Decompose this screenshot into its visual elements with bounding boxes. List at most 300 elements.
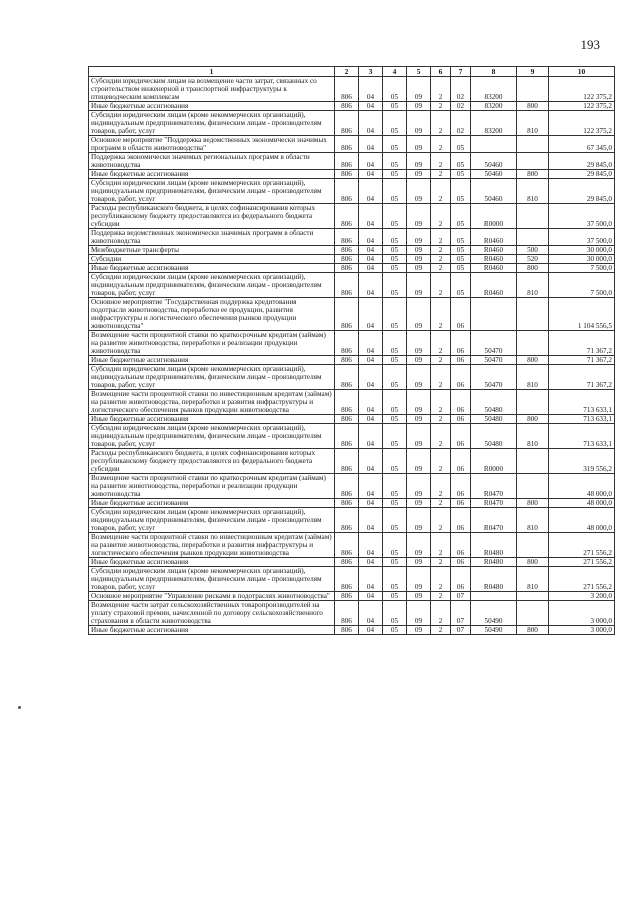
row-code-c6: 2 bbox=[431, 449, 451, 474]
row-code-c2: 806 bbox=[335, 255, 359, 264]
row-code-c5: 09 bbox=[407, 331, 431, 356]
row-code-c7: 05 bbox=[451, 204, 471, 229]
row-name: Субсидии юридическим лицам (кроме некоммерческих организаций), индивидуальным предпринимателям, физическим лицам - производителям товаров, работ, услуг bbox=[89, 424, 335, 449]
row-code-c4: 05 bbox=[383, 111, 407, 136]
row-amount: 271 556,2 bbox=[549, 533, 615, 558]
row-code-c6: 2 bbox=[431, 246, 451, 255]
row-code-c5: 09 bbox=[407, 246, 431, 255]
row-code-c6: 2 bbox=[431, 298, 451, 331]
row-code-c9 bbox=[517, 533, 549, 558]
page-number: 193 bbox=[580, 37, 600, 52]
row-code-c7: 05 bbox=[451, 229, 471, 246]
row-code-c6: 2 bbox=[431, 331, 451, 356]
header-row bbox=[89, 67, 615, 77]
row-code-c8 bbox=[471, 592, 517, 601]
row-code-c3: 04 bbox=[359, 273, 383, 298]
row-code-c9: 810 bbox=[517, 273, 549, 298]
row-code-c2: 806 bbox=[335, 170, 359, 179]
table-row bbox=[89, 229, 615, 246]
row-code-c4: 05 bbox=[383, 567, 407, 592]
row-code-c8: 50480 bbox=[471, 390, 517, 415]
row-code-c9: 800 bbox=[517, 170, 549, 179]
row-code-c3: 04 bbox=[359, 77, 383, 102]
row-code-c5: 09 bbox=[407, 111, 431, 136]
row-code-c5: 09 bbox=[407, 273, 431, 298]
row-code-c7: 05 bbox=[451, 136, 471, 153]
row-code-c2: 806 bbox=[335, 567, 359, 592]
row-code-c6: 2 bbox=[431, 390, 451, 415]
row-code-c7: 06 bbox=[451, 533, 471, 558]
row-code-c4: 05 bbox=[383, 474, 407, 499]
table-row bbox=[89, 415, 615, 424]
table-row bbox=[89, 390, 615, 415]
row-amount: 271 556,2 bbox=[549, 567, 615, 592]
table-row bbox=[89, 449, 615, 474]
row-code-c9 bbox=[517, 229, 549, 246]
row-code-c7: 06 bbox=[451, 356, 471, 365]
row-code-c8: 50470 bbox=[471, 365, 517, 390]
row-amount: 29 845,0 bbox=[549, 179, 615, 204]
row-code-c7: 02 bbox=[451, 77, 471, 102]
row-code-c9 bbox=[517, 592, 549, 601]
row-code-c7: 06 bbox=[451, 449, 471, 474]
row-name: Иные бюджетные ассигнования bbox=[89, 499, 335, 508]
row-code-c8: R0470 bbox=[471, 508, 517, 533]
row-code-c5: 09 bbox=[407, 255, 431, 264]
row-code-c3: 04 bbox=[359, 153, 383, 170]
row-code-c8: R0460 bbox=[471, 246, 517, 255]
row-code-c2: 806 bbox=[335, 204, 359, 229]
column-header: 8 bbox=[471, 67, 517, 77]
row-code-c3: 04 bbox=[359, 474, 383, 499]
row-name: Иные бюджетные ассигнования bbox=[89, 558, 335, 567]
row-name: Межбюджетные трансферты bbox=[89, 246, 335, 255]
row-amount: 48 000,0 bbox=[549, 499, 615, 508]
row-code-c6: 2 bbox=[431, 365, 451, 390]
row-amount: 71 367,2 bbox=[549, 356, 615, 365]
row-amount: 30 000,0 bbox=[549, 246, 615, 255]
row-code-c9: 810 bbox=[517, 424, 549, 449]
row-code-c5: 09 bbox=[407, 179, 431, 204]
row-code-c5: 09 bbox=[407, 298, 431, 331]
row-amount: 271 556,2 bbox=[549, 558, 615, 567]
row-code-c8: 50460 bbox=[471, 153, 517, 170]
row-amount: 122 375,2 bbox=[549, 77, 615, 102]
row-code-c8: 50470 bbox=[471, 356, 517, 365]
row-code-c7: 06 bbox=[451, 365, 471, 390]
row-code-c7: 06 bbox=[451, 558, 471, 567]
row-code-c4: 05 bbox=[383, 499, 407, 508]
row-code-c7: 05 bbox=[451, 153, 471, 170]
row-code-c2: 806 bbox=[335, 449, 359, 474]
row-code-c6: 2 bbox=[431, 356, 451, 365]
row-code-c6: 2 bbox=[431, 170, 451, 179]
row-code-c6: 2 bbox=[431, 273, 451, 298]
row-code-c8: R0480 bbox=[471, 567, 517, 592]
row-amount: 29 845,0 bbox=[549, 153, 615, 170]
row-code-c9 bbox=[517, 601, 549, 626]
row-code-c9: 500 bbox=[517, 246, 549, 255]
row-code-c3: 04 bbox=[359, 170, 383, 179]
row-name: Иные бюджетные ассигнования bbox=[89, 170, 335, 179]
row-code-c2: 806 bbox=[335, 558, 359, 567]
row-code-c3: 04 bbox=[359, 533, 383, 558]
row-code-c2: 806 bbox=[335, 246, 359, 255]
table-row bbox=[89, 136, 615, 153]
table-row bbox=[89, 298, 615, 331]
row-code-c8 bbox=[471, 136, 517, 153]
row-code-c6: 2 bbox=[431, 558, 451, 567]
scan-mark bbox=[18, 706, 21, 709]
row-code-c9: 800 bbox=[517, 558, 549, 567]
table-row bbox=[89, 474, 615, 499]
row-code-c5: 09 bbox=[407, 449, 431, 474]
row-code-c5: 09 bbox=[407, 77, 431, 102]
column-header: 3 bbox=[359, 67, 383, 77]
row-code-c8: R0460 bbox=[471, 264, 517, 273]
row-code-c2: 806 bbox=[335, 626, 359, 635]
row-code-c8: 50470 bbox=[471, 331, 517, 356]
row-amount: 319 556,2 bbox=[549, 449, 615, 474]
row-code-c6: 2 bbox=[431, 415, 451, 424]
column-header: 5 bbox=[407, 67, 431, 77]
row-code-c2: 806 bbox=[335, 424, 359, 449]
row-code-c2: 806 bbox=[335, 273, 359, 298]
row-code-c8: 50460 bbox=[471, 179, 517, 204]
row-code-c7: 02 bbox=[451, 102, 471, 111]
row-code-c3: 04 bbox=[359, 246, 383, 255]
table-row bbox=[89, 179, 615, 204]
row-code-c2: 806 bbox=[335, 508, 359, 533]
row-code-c6: 2 bbox=[431, 264, 451, 273]
row-name: Субсидии юридическим лицам (кроме некоммерческих организаций), индивидуальным предпринимателям, физическим лицам - производителям товаров, работ, услуг bbox=[89, 111, 335, 136]
row-name: Расходы республиканского бюджета, в целях софинансирования которых республиканскому бюджету предоставляются из федерального бюджета субсидии bbox=[89, 449, 335, 474]
row-code-c9 bbox=[517, 331, 549, 356]
row-amount: 48 000,0 bbox=[549, 508, 615, 533]
row-code-c5: 09 bbox=[407, 592, 431, 601]
row-code-c6: 2 bbox=[431, 626, 451, 635]
table-row bbox=[89, 558, 615, 567]
row-code-c5: 09 bbox=[407, 356, 431, 365]
row-code-c2: 806 bbox=[335, 136, 359, 153]
table-row bbox=[89, 499, 615, 508]
table-row bbox=[89, 601, 615, 626]
column-header: 4 bbox=[383, 67, 407, 77]
row-code-c3: 04 bbox=[359, 356, 383, 365]
row-code-c4: 05 bbox=[383, 246, 407, 255]
row-name: Возмещение части затрат сельскохозяйственных товаропроизводителей на уплату страховой премии, начисленной по договору сельскохозяйственного страхования в области животноводства bbox=[89, 601, 335, 626]
column-header: 10 bbox=[549, 67, 615, 77]
row-amount: 713 633,1 bbox=[549, 415, 615, 424]
row-code-c7: 06 bbox=[451, 508, 471, 533]
row-code-c5: 09 bbox=[407, 136, 431, 153]
row-code-c7: 06 bbox=[451, 298, 471, 331]
row-code-c3: 04 bbox=[359, 499, 383, 508]
row-code-c7: 07 bbox=[451, 592, 471, 601]
row-code-c7: 06 bbox=[451, 499, 471, 508]
table-row bbox=[89, 77, 615, 102]
row-name: Субсидии юридическим лицам (кроме некоммерческих организаций), индивидуальным предпринимателям, физическим лицам - производителям товаров, работ, услуг bbox=[89, 508, 335, 533]
row-amount: 713 633,1 bbox=[549, 424, 615, 449]
row-code-c9 bbox=[517, 474, 549, 499]
table-row bbox=[89, 533, 615, 558]
row-code-c2: 806 bbox=[335, 111, 359, 136]
row-code-c9: 800 bbox=[517, 264, 549, 273]
row-code-c8: 50490 bbox=[471, 626, 517, 635]
row-code-c6: 2 bbox=[431, 136, 451, 153]
row-code-c8: R0460 bbox=[471, 273, 517, 298]
row-code-c2: 806 bbox=[335, 390, 359, 415]
row-code-c2: 806 bbox=[335, 153, 359, 170]
row-name: Иные бюджетные ассигнования bbox=[89, 102, 335, 111]
row-code-c6: 2 bbox=[431, 179, 451, 204]
row-amount: 7 500,0 bbox=[549, 264, 615, 273]
row-name: Субсидии юридическим лицам (кроме некоммерческих организаций), индивидуальным предпринимателям, физическим лицам - производителям товаров, работ, услуг bbox=[89, 273, 335, 298]
row-amount: 713 633,1 bbox=[549, 390, 615, 415]
row-code-c7: 05 bbox=[451, 246, 471, 255]
row-code-c9 bbox=[517, 298, 549, 331]
table-row bbox=[89, 331, 615, 356]
row-code-c5: 09 bbox=[407, 204, 431, 229]
row-code-c8: 83200 bbox=[471, 111, 517, 136]
row-code-c5: 09 bbox=[407, 229, 431, 246]
row-code-c6: 2 bbox=[431, 601, 451, 626]
row-code-c8: R0460 bbox=[471, 255, 517, 264]
row-code-c5: 09 bbox=[407, 499, 431, 508]
row-amount: 37 500,0 bbox=[549, 229, 615, 246]
row-code-c5: 09 bbox=[407, 415, 431, 424]
row-code-c4: 05 bbox=[383, 331, 407, 356]
row-name: Субсидии юридическим лицам (кроме некоммерческих организаций), индивидуальным предпринимателям, физическим лицам - производителям товаров, работ, услуг bbox=[89, 567, 335, 592]
table-body bbox=[89, 77, 615, 635]
row-code-c5: 09 bbox=[407, 264, 431, 273]
row-code-c6: 2 bbox=[431, 102, 451, 111]
row-code-c3: 04 bbox=[359, 558, 383, 567]
row-code-c9: 800 bbox=[517, 626, 549, 635]
table-row bbox=[89, 626, 615, 635]
table-row bbox=[89, 592, 615, 601]
row-code-c4: 05 bbox=[383, 170, 407, 179]
row-code-c6: 2 bbox=[431, 229, 451, 246]
row-code-c6: 2 bbox=[431, 592, 451, 601]
budget-table bbox=[88, 66, 615, 635]
row-code-c3: 04 bbox=[359, 567, 383, 592]
column-header: 1 bbox=[89, 67, 335, 77]
row-code-c4: 05 bbox=[383, 626, 407, 635]
row-code-c3: 04 bbox=[359, 298, 383, 331]
row-name: Основное мероприятие "Государственная поддержка кредитования подотрасли животноводства, переработки ее продукции, развития инфраструктуры и логистического обеспечения рынков продукции животноводства" bbox=[89, 298, 335, 331]
row-code-c2: 806 bbox=[335, 179, 359, 204]
row-code-c5: 09 bbox=[407, 567, 431, 592]
row-code-c4: 05 bbox=[383, 390, 407, 415]
row-code-c4: 05 bbox=[383, 298, 407, 331]
row-code-c2: 806 bbox=[335, 592, 359, 601]
row-code-c4: 05 bbox=[383, 601, 407, 626]
row-code-c6: 2 bbox=[431, 567, 451, 592]
row-code-c8 bbox=[471, 298, 517, 331]
row-code-c5: 09 bbox=[407, 390, 431, 415]
row-code-c4: 05 bbox=[383, 365, 407, 390]
row-code-c5: 09 bbox=[407, 170, 431, 179]
row-code-c4: 05 bbox=[383, 229, 407, 246]
row-code-c3: 04 bbox=[359, 601, 383, 626]
table-row bbox=[89, 424, 615, 449]
row-code-c3: 04 bbox=[359, 179, 383, 204]
row-code-c5: 09 bbox=[407, 365, 431, 390]
row-code-c9 bbox=[517, 153, 549, 170]
row-code-c7: 07 bbox=[451, 601, 471, 626]
row-name: Субсидии юридическим лицам (кроме некоммерческих организаций), индивидуальным предпринимателям, физическим лицам - производителям товаров, работ, услуг bbox=[89, 365, 335, 390]
row-name: Субсидии юридическим лицам на возмещение части затрат, связанных со строительством инженерной и транспортной инфраструктуры к птицеводческим комплексам bbox=[89, 77, 335, 102]
row-name: Возмещение части процентной ставки по краткосрочным кредитам (займам) на развитие животноводства, переработки и реализации продукции животноводства bbox=[89, 331, 335, 356]
table-row bbox=[89, 508, 615, 533]
row-amount: 30 000,0 bbox=[549, 255, 615, 264]
row-code-c4: 05 bbox=[383, 255, 407, 264]
row-code-c7: 06 bbox=[451, 567, 471, 592]
row-code-c6: 2 bbox=[431, 499, 451, 508]
row-code-c5: 09 bbox=[407, 102, 431, 111]
row-code-c4: 05 bbox=[383, 508, 407, 533]
row-code-c3: 04 bbox=[359, 229, 383, 246]
table-row bbox=[89, 264, 615, 273]
row-amount: 3 000,0 bbox=[549, 626, 615, 635]
row-code-c7: 02 bbox=[451, 111, 471, 136]
row-code-c6: 2 bbox=[431, 255, 451, 264]
row-name: Поддержка экономически значимых региональных программ в области животноводства bbox=[89, 153, 335, 170]
row-code-c9: 800 bbox=[517, 356, 549, 365]
row-amount: 3 200,0 bbox=[549, 592, 615, 601]
row-code-c8: 50490 bbox=[471, 601, 517, 626]
row-name: Субсидии юридическим лицам (кроме некоммерческих организаций), индивидуальным предпринимателям, физическим лицам - производителям товаров, работ, услуг bbox=[89, 179, 335, 204]
row-code-c7: 06 bbox=[451, 474, 471, 499]
row-code-c6: 2 bbox=[431, 508, 451, 533]
row-code-c2: 806 bbox=[335, 356, 359, 365]
row-code-c7: 06 bbox=[451, 424, 471, 449]
row-code-c4: 05 bbox=[383, 449, 407, 474]
row-code-c5: 09 bbox=[407, 474, 431, 499]
row-code-c4: 05 bbox=[383, 273, 407, 298]
table-row bbox=[89, 567, 615, 592]
row-code-c2: 806 bbox=[335, 499, 359, 508]
row-code-c9: 810 bbox=[517, 111, 549, 136]
row-code-c7: 06 bbox=[451, 331, 471, 356]
row-code-c4: 05 bbox=[383, 415, 407, 424]
row-code-c5: 09 bbox=[407, 626, 431, 635]
row-code-c9: 810 bbox=[517, 508, 549, 533]
row-code-c4: 05 bbox=[383, 533, 407, 558]
row-code-c6: 2 bbox=[431, 111, 451, 136]
row-name: Иные бюджетные ассигнования bbox=[89, 356, 335, 365]
row-code-c2: 806 bbox=[335, 77, 359, 102]
row-code-c5: 09 bbox=[407, 601, 431, 626]
row-code-c3: 04 bbox=[359, 331, 383, 356]
row-code-c2: 806 bbox=[335, 229, 359, 246]
row-code-c4: 05 bbox=[383, 356, 407, 365]
table-row bbox=[89, 273, 615, 298]
row-name: Возмещение части процентной ставки по краткосрочным кредитам (займам) на развитие животноводства, переработки и реализации продукции животноводства bbox=[89, 474, 335, 499]
row-code-c9: 800 bbox=[517, 102, 549, 111]
row-code-c5: 09 bbox=[407, 533, 431, 558]
row-code-c9 bbox=[517, 449, 549, 474]
table-row bbox=[89, 204, 615, 229]
row-code-c7: 05 bbox=[451, 273, 471, 298]
row-code-c3: 04 bbox=[359, 449, 383, 474]
row-code-c2: 806 bbox=[335, 474, 359, 499]
row-name: Возмещение части процентной ставки по инвестиционным кредитам (займам) на развитие животноводства, переработки и развития инфраструктуры и логистического обеспечения рынков продукции животноводства bbox=[89, 533, 335, 558]
table-row bbox=[89, 365, 615, 390]
row-name: Основное мероприятие "Поддержка ведомственных экономически значимых программ в области животноводства" bbox=[89, 136, 335, 153]
row-amount: 67 345,0 bbox=[549, 136, 615, 153]
row-code-c7: 05 bbox=[451, 179, 471, 204]
row-code-c2: 806 bbox=[335, 415, 359, 424]
row-code-c4: 05 bbox=[383, 204, 407, 229]
row-code-c2: 806 bbox=[335, 264, 359, 273]
row-code-c3: 04 bbox=[359, 508, 383, 533]
row-code-c3: 04 bbox=[359, 365, 383, 390]
row-code-c8: 50480 bbox=[471, 424, 517, 449]
row-code-c7: 06 bbox=[451, 415, 471, 424]
table-row bbox=[89, 255, 615, 264]
row-code-c7: 05 bbox=[451, 264, 471, 273]
row-amount: 71 367,2 bbox=[549, 365, 615, 390]
row-code-c8: 83200 bbox=[471, 77, 517, 102]
row-code-c3: 04 bbox=[359, 264, 383, 273]
row-name: Расходы республиканского бюджета, в целях софинансирования которых республиканскому бюджету предоставляются из федерального бюджета субсидии bbox=[89, 204, 335, 229]
table-row bbox=[89, 153, 615, 170]
row-amount: 3 000,0 bbox=[549, 601, 615, 626]
row-code-c8: R0480 bbox=[471, 533, 517, 558]
table-row bbox=[89, 102, 615, 111]
row-amount: 7 500,0 bbox=[549, 273, 615, 298]
row-code-c2: 806 bbox=[335, 601, 359, 626]
row-code-c5: 09 bbox=[407, 424, 431, 449]
row-code-c4: 05 bbox=[383, 592, 407, 601]
row-code-c8: 83200 bbox=[471, 102, 517, 111]
row-code-c6: 2 bbox=[431, 153, 451, 170]
row-code-c9: 810 bbox=[517, 567, 549, 592]
row-code-c4: 05 bbox=[383, 153, 407, 170]
row-code-c3: 04 bbox=[359, 102, 383, 111]
table-row bbox=[89, 246, 615, 255]
row-code-c9 bbox=[517, 204, 549, 229]
row-amount: 122 375,2 bbox=[549, 102, 615, 111]
row-code-c3: 04 bbox=[359, 136, 383, 153]
row-code-c9: 800 bbox=[517, 415, 549, 424]
row-code-c2: 806 bbox=[335, 533, 359, 558]
row-name: Субсидии bbox=[89, 255, 335, 264]
column-header: 6 bbox=[431, 67, 451, 77]
row-code-c8: R0460 bbox=[471, 229, 517, 246]
row-code-c3: 04 bbox=[359, 592, 383, 601]
row-code-c9 bbox=[517, 136, 549, 153]
row-code-c4: 05 bbox=[383, 136, 407, 153]
row-code-c8: R0000 bbox=[471, 204, 517, 229]
row-code-c9: 810 bbox=[517, 365, 549, 390]
row-code-c4: 05 bbox=[383, 264, 407, 273]
row-code-c9: 520 bbox=[517, 255, 549, 264]
row-code-c2: 806 bbox=[335, 365, 359, 390]
row-code-c6: 2 bbox=[431, 204, 451, 229]
row-code-c3: 04 bbox=[359, 111, 383, 136]
column-header: 9 bbox=[517, 67, 549, 77]
table-row bbox=[89, 356, 615, 365]
row-code-c4: 05 bbox=[383, 558, 407, 567]
row-code-c8: R0470 bbox=[471, 474, 517, 499]
row-name: Поддержка ведомственных экономически значимых программ в области животноводства bbox=[89, 229, 335, 246]
row-code-c9 bbox=[517, 77, 549, 102]
row-code-c6: 2 bbox=[431, 474, 451, 499]
row-amount: 48 000,0 bbox=[549, 474, 615, 499]
